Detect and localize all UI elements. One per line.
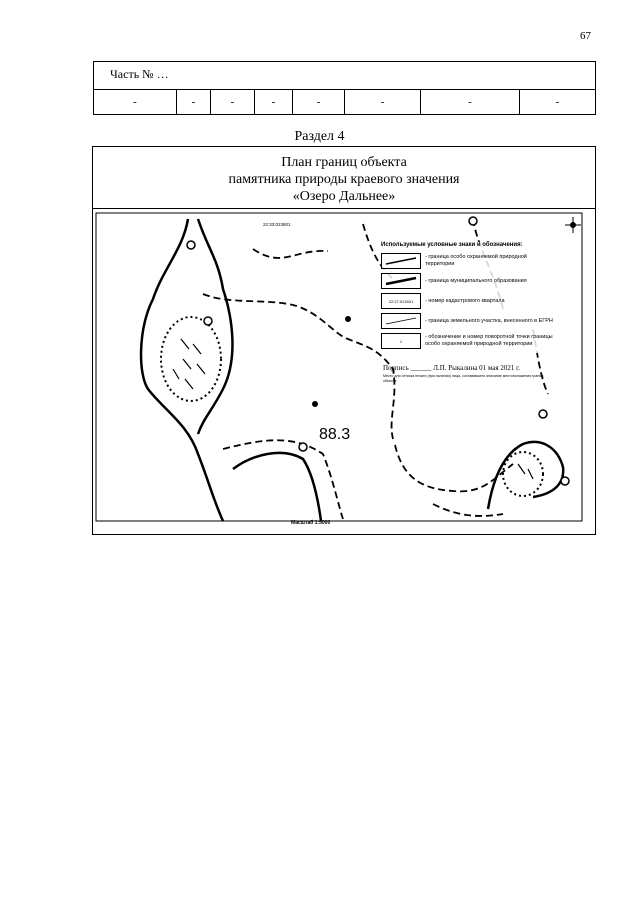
legend-swatch (381, 313, 421, 329)
north-arrow-icon (565, 217, 581, 233)
legend-text: - граница земельного участка, внесенного в ЕГРН (425, 317, 553, 324)
legend-swatch (381, 253, 421, 269)
part-cell: - (176, 89, 210, 115)
part-cell: - (420, 89, 519, 115)
part-table (93, 61, 596, 115)
section-title: Раздел 4 (294, 129, 345, 144)
plan-title-line1: План границ объекта (281, 155, 407, 170)
legend-text: - номер кадастрового квартала (425, 297, 505, 304)
lake-number: 88.3 (319, 426, 351, 443)
legend-item (381, 333, 553, 349)
scale-label: Масштаб 1:5000 (291, 520, 331, 526)
legend-item (381, 253, 553, 269)
legend-swatch: 1 (381, 333, 421, 349)
cadastral-label: 22:33:023801 (263, 222, 291, 227)
page-number: 67 (580, 30, 591, 42)
signature-line: Подпись ______ Л.П. Рыкалина 01 мая 2021 г. (383, 364, 520, 372)
part-cell: - (133, 96, 137, 108)
signature-note: Место для оттиска печати (при наличии) лица, составившего описание местоположения границ объекта (383, 374, 544, 383)
part-cell: - (344, 89, 420, 115)
part-cell: - (254, 89, 292, 115)
legend-item (381, 293, 553, 309)
plan-title-line2: памятника природы краевого значения (228, 172, 460, 187)
plan-title-line3: «Озеро Дальнее» (292, 189, 396, 204)
legend-item (381, 273, 553, 289)
legend-text: - обозначение и номер поворотной точки границы особо охраняемой природной территории (425, 334, 553, 347)
part-cell: - (519, 89, 595, 115)
part-cell: - (210, 89, 254, 115)
plan-frame (92, 146, 596, 535)
legend-text: - граница муниципального образования (425, 277, 527, 284)
legend-box (381, 242, 553, 353)
plan-header (93, 147, 595, 209)
legend-swatch (381, 273, 421, 289)
point-markers (312, 316, 351, 407)
part-cell: - (292, 89, 344, 115)
legend-item (381, 313, 553, 329)
legend-swatch: 22:27:013401 (381, 293, 421, 309)
legend-title: Используемые условные знаки и обозначения: (381, 242, 523, 248)
marsh-hatching (173, 339, 533, 479)
legend-text: - граница особо охраняемой природной территории (425, 254, 527, 267)
part-title: Часть № … (110, 67, 169, 81)
